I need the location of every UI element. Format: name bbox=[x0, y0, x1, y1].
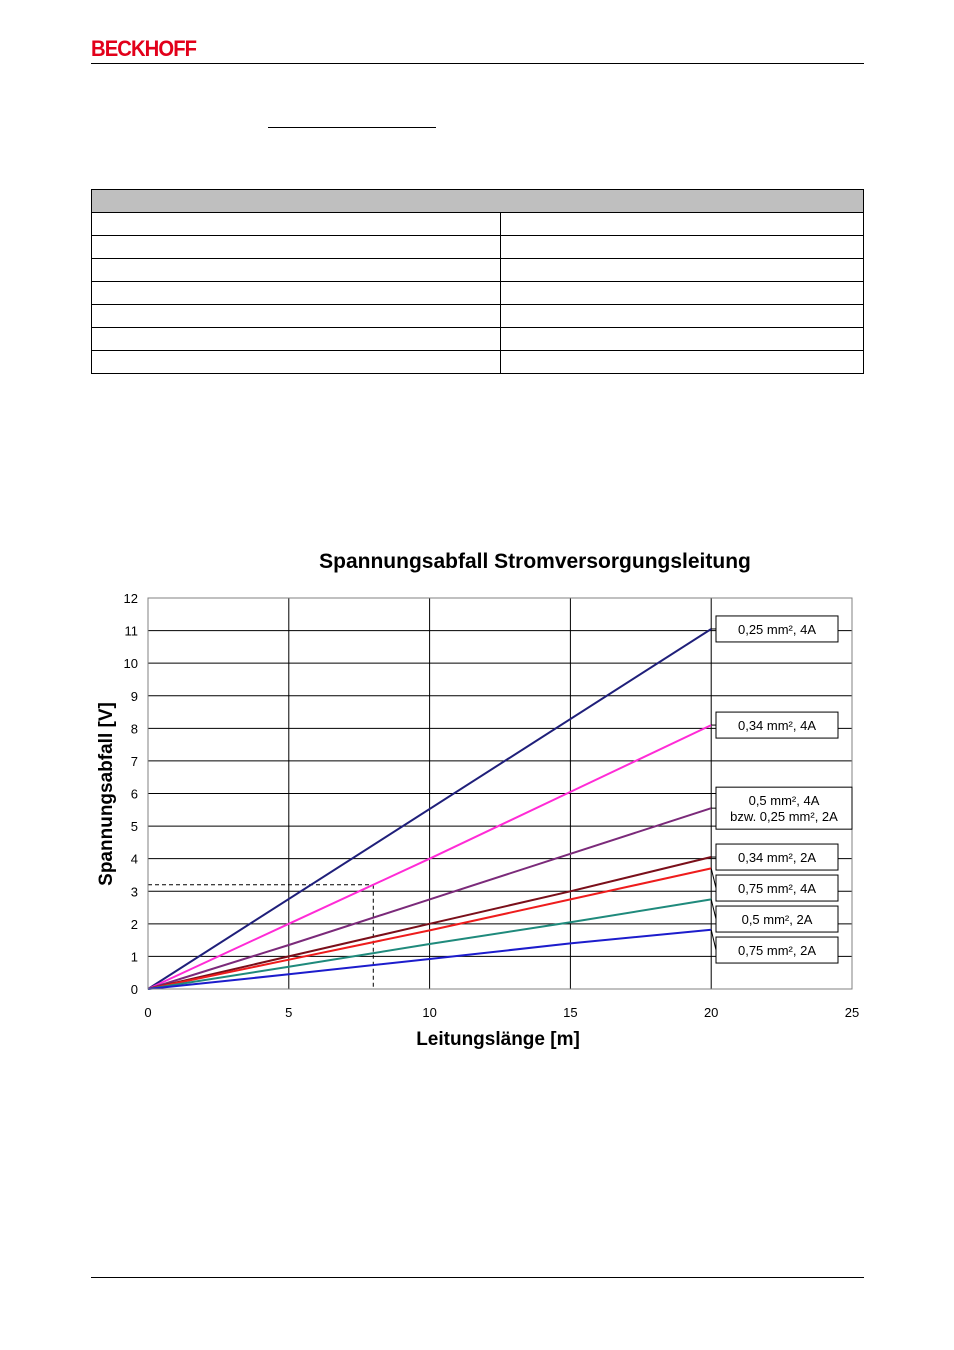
x-axis-label: Leitungslänge [m] bbox=[416, 1029, 580, 1050]
table-row bbox=[92, 351, 864, 374]
table-row bbox=[92, 305, 864, 328]
table-row bbox=[92, 328, 864, 351]
y-tick-label: 6 bbox=[130, 786, 138, 802]
series-label: 0,34 mm², 4A bbox=[737, 718, 817, 734]
x-tick-label: 5 bbox=[285, 1005, 293, 1020]
table-cell bbox=[92, 282, 501, 305]
series-label: 0,34 mm², 2A bbox=[737, 850, 817, 866]
y-axis-label: Spannungsabfall [V] bbox=[96, 702, 117, 886]
y-tick-labels bbox=[124, 591, 138, 997]
table-row bbox=[92, 259, 864, 282]
y-tick-label: 9 bbox=[130, 688, 138, 704]
table-cell bbox=[501, 351, 864, 374]
y-tick-label: 3 bbox=[130, 884, 138, 900]
x-tick-labels bbox=[144, 1005, 859, 1020]
y-tick-label: 1 bbox=[130, 949, 138, 965]
y-tick-label: 11 bbox=[124, 623, 138, 639]
table-cell bbox=[92, 259, 501, 282]
series-label: 0,75 mm², 4A bbox=[737, 881, 817, 897]
voltage-drop-chart bbox=[80, 530, 880, 1060]
x-tick-label: 15 bbox=[563, 1005, 578, 1020]
series-label: bzw. 0,25 mm², 2A bbox=[730, 809, 838, 825]
table-cell bbox=[501, 213, 864, 236]
y-tick-label: 8 bbox=[130, 721, 138, 737]
series-label-leader bbox=[711, 899, 716, 919]
x-tick-label: 20 bbox=[703, 1005, 719, 1020]
y-tick-label: 12 bbox=[123, 591, 138, 606]
data-table bbox=[91, 189, 864, 374]
chart-title: Spannungsabfall Stromversorgungsleitung bbox=[319, 550, 751, 573]
table-cell bbox=[501, 282, 864, 305]
table-cell bbox=[92, 328, 501, 351]
table-cell bbox=[501, 328, 864, 351]
series-label: 0,25 mm², 4A bbox=[737, 621, 817, 637]
series-labels bbox=[711, 616, 852, 963]
y-tick-label: 0 bbox=[130, 982, 138, 997]
beckhoff-logo: BECKHOFF bbox=[91, 36, 197, 61]
table-row bbox=[92, 282, 864, 305]
table-cell bbox=[92, 305, 501, 328]
series-label: 0,5 mm², 4A bbox=[748, 793, 820, 809]
table-cell bbox=[92, 236, 501, 259]
x-tick-label: 10 bbox=[422, 1005, 437, 1020]
x-tick-label: 0 bbox=[144, 1005, 152, 1020]
table-row bbox=[92, 236, 864, 259]
series-label: 0,5 mm², 2A bbox=[741, 912, 813, 928]
table-row bbox=[92, 213, 864, 236]
table-cell bbox=[92, 213, 501, 236]
y-tick-label: 7 bbox=[130, 753, 138, 769]
table-header-cell bbox=[92, 190, 864, 213]
table-cell bbox=[501, 259, 864, 282]
y-tick-label: 4 bbox=[130, 851, 138, 867]
footer-rule bbox=[91, 1277, 864, 1278]
y-tick-label: 10 bbox=[123, 656, 138, 672]
y-tick-label: 2 bbox=[130, 916, 138, 932]
table-header-row bbox=[92, 190, 864, 213]
series-label: 0,75 mm², 2A bbox=[737, 943, 817, 959]
x-tick-label: 25 bbox=[844, 1005, 860, 1020]
table-cell bbox=[501, 305, 864, 328]
header-rule bbox=[91, 63, 864, 64]
series-label-leader bbox=[711, 930, 716, 950]
table-cell bbox=[501, 236, 864, 259]
heading-underline bbox=[268, 127, 436, 128]
table-cell bbox=[92, 351, 501, 374]
series-label-leader bbox=[711, 868, 716, 888]
y-tick-label: 5 bbox=[130, 819, 138, 835]
